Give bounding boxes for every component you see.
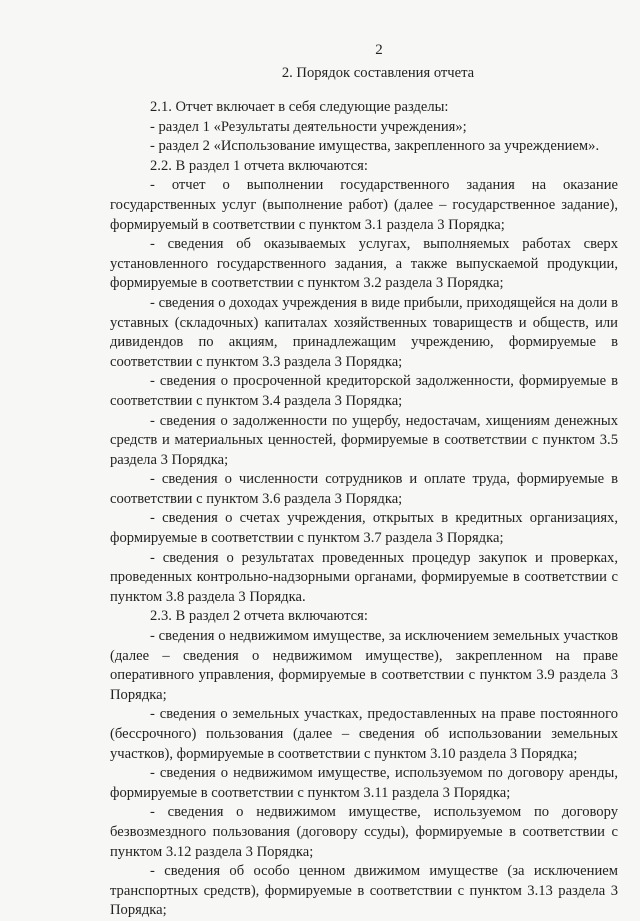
paragraph-section-1-item: - раздел 1 «Результаты деятельности учреждения»;: [150, 118, 467, 135]
list-item: - сведения о счетах учреждения, открытых в кредитных организациях, формируемые в соответствии с пунктом 3.7 раздела 3 Порядка;: [110, 510, 618, 547]
list-item: - сведения об особо ценном движимом имуществе (за исключением транспортных средств), формируемые в соответствии с пунктом 3.13 раздела 3 Порядка;: [110, 863, 618, 919]
page-number: 2: [375, 42, 383, 58]
list-item: - сведения о результатах проведенных процедур закупок и проверках, проведенных контрольно-надзорными органами, формируемые в соответствии с пунктом 3.8 раздела 3 Порядка.: [110, 549, 618, 605]
document-body: [110, 98, 618, 921]
paragraph-2-3: 2.3. В раздел 2 отчета включаются:: [150, 608, 368, 625]
list-item: - сведения о численности сотрудников и оплате труда, формируемые в соответствии с пунктом 3.6 раздела 3 Порядка;: [110, 471, 618, 507]
list-item: - сведения о недвижимом имуществе, используемом по договору безвозмездного пользования (договору ссуды), формируемые в соответствии с пунктом 3.12 раздела 3 Порядка;: [110, 804, 618, 860]
list-item: - сведения о задолженности по ущербу, недостачам, хищениям денежных средств и материальных ценностей, формируемые в соответствии с пунктом 3.5 раздела 3 Порядка;: [110, 412, 618, 468]
list-item: - сведения о недвижимом имуществе, используемом по договору аренды, формируемые в соответствии с пунктом 3.11 раздела 3 Порядка;: [110, 765, 618, 801]
paragraph-2-2: 2.2. В раздел 1 отчета включаются:: [150, 157, 368, 174]
paragraph-section-2-item: - раздел 2 «Использование имущества, закрепленного за учреждением».: [150, 138, 600, 155]
list-item: - сведения о просроченной кредиторской задолженности, формируемые в соответствии с пунктом 3.4 раздела 3 Порядка;: [110, 373, 618, 409]
list-item: - сведения о недвижимом имуществе, за исключением земельных участков (далее – сведения о недвижимом имуществе), закрепленном на праве оперативного управления, формируемые в соответствии с пунктом 3.9 раздела 3 Порядка;: [110, 628, 618, 703]
section-title: 2. Порядок составления отчета: [281, 65, 475, 81]
list-item: - сведения об оказываемых услугах, выполняемых работах сверх установленного государственного задания, а также выпускаемой продукции, формируемые в соответствии с пунктом 3.2 раздела 3 Порядка;: [110, 236, 618, 292]
list-item: - сведения о доходах учреждения в виде прибыли, приходящейся на доли в уставных (складочных) капиталах хозяйственных товариществ и обществ, или дивидендов по акциям, принадлежащим учреждению, формируемые в соответствии с пунктом 3.3 раздела 3 Порядка;: [110, 294, 618, 370]
paragraph-2-1: 2.1. Отчет включает в себя следующие разделы:: [150, 99, 449, 115]
list-item: - отчет о выполнении государственного задания на оказание государственных услуг (выполнение работ) (далее – государственное задание), формируемый в соответствии с пунктом 3.1 раздела 3 Порядка;: [110, 177, 618, 233]
list-item: - сведения о земельных участках, предоставленных на праве постоянного (бессрочного) пользования (далее – сведения об использовании земельных участков), формируемые в соответствии с пунктом 3.10 раздела 3 Порядка;: [110, 706, 618, 762]
